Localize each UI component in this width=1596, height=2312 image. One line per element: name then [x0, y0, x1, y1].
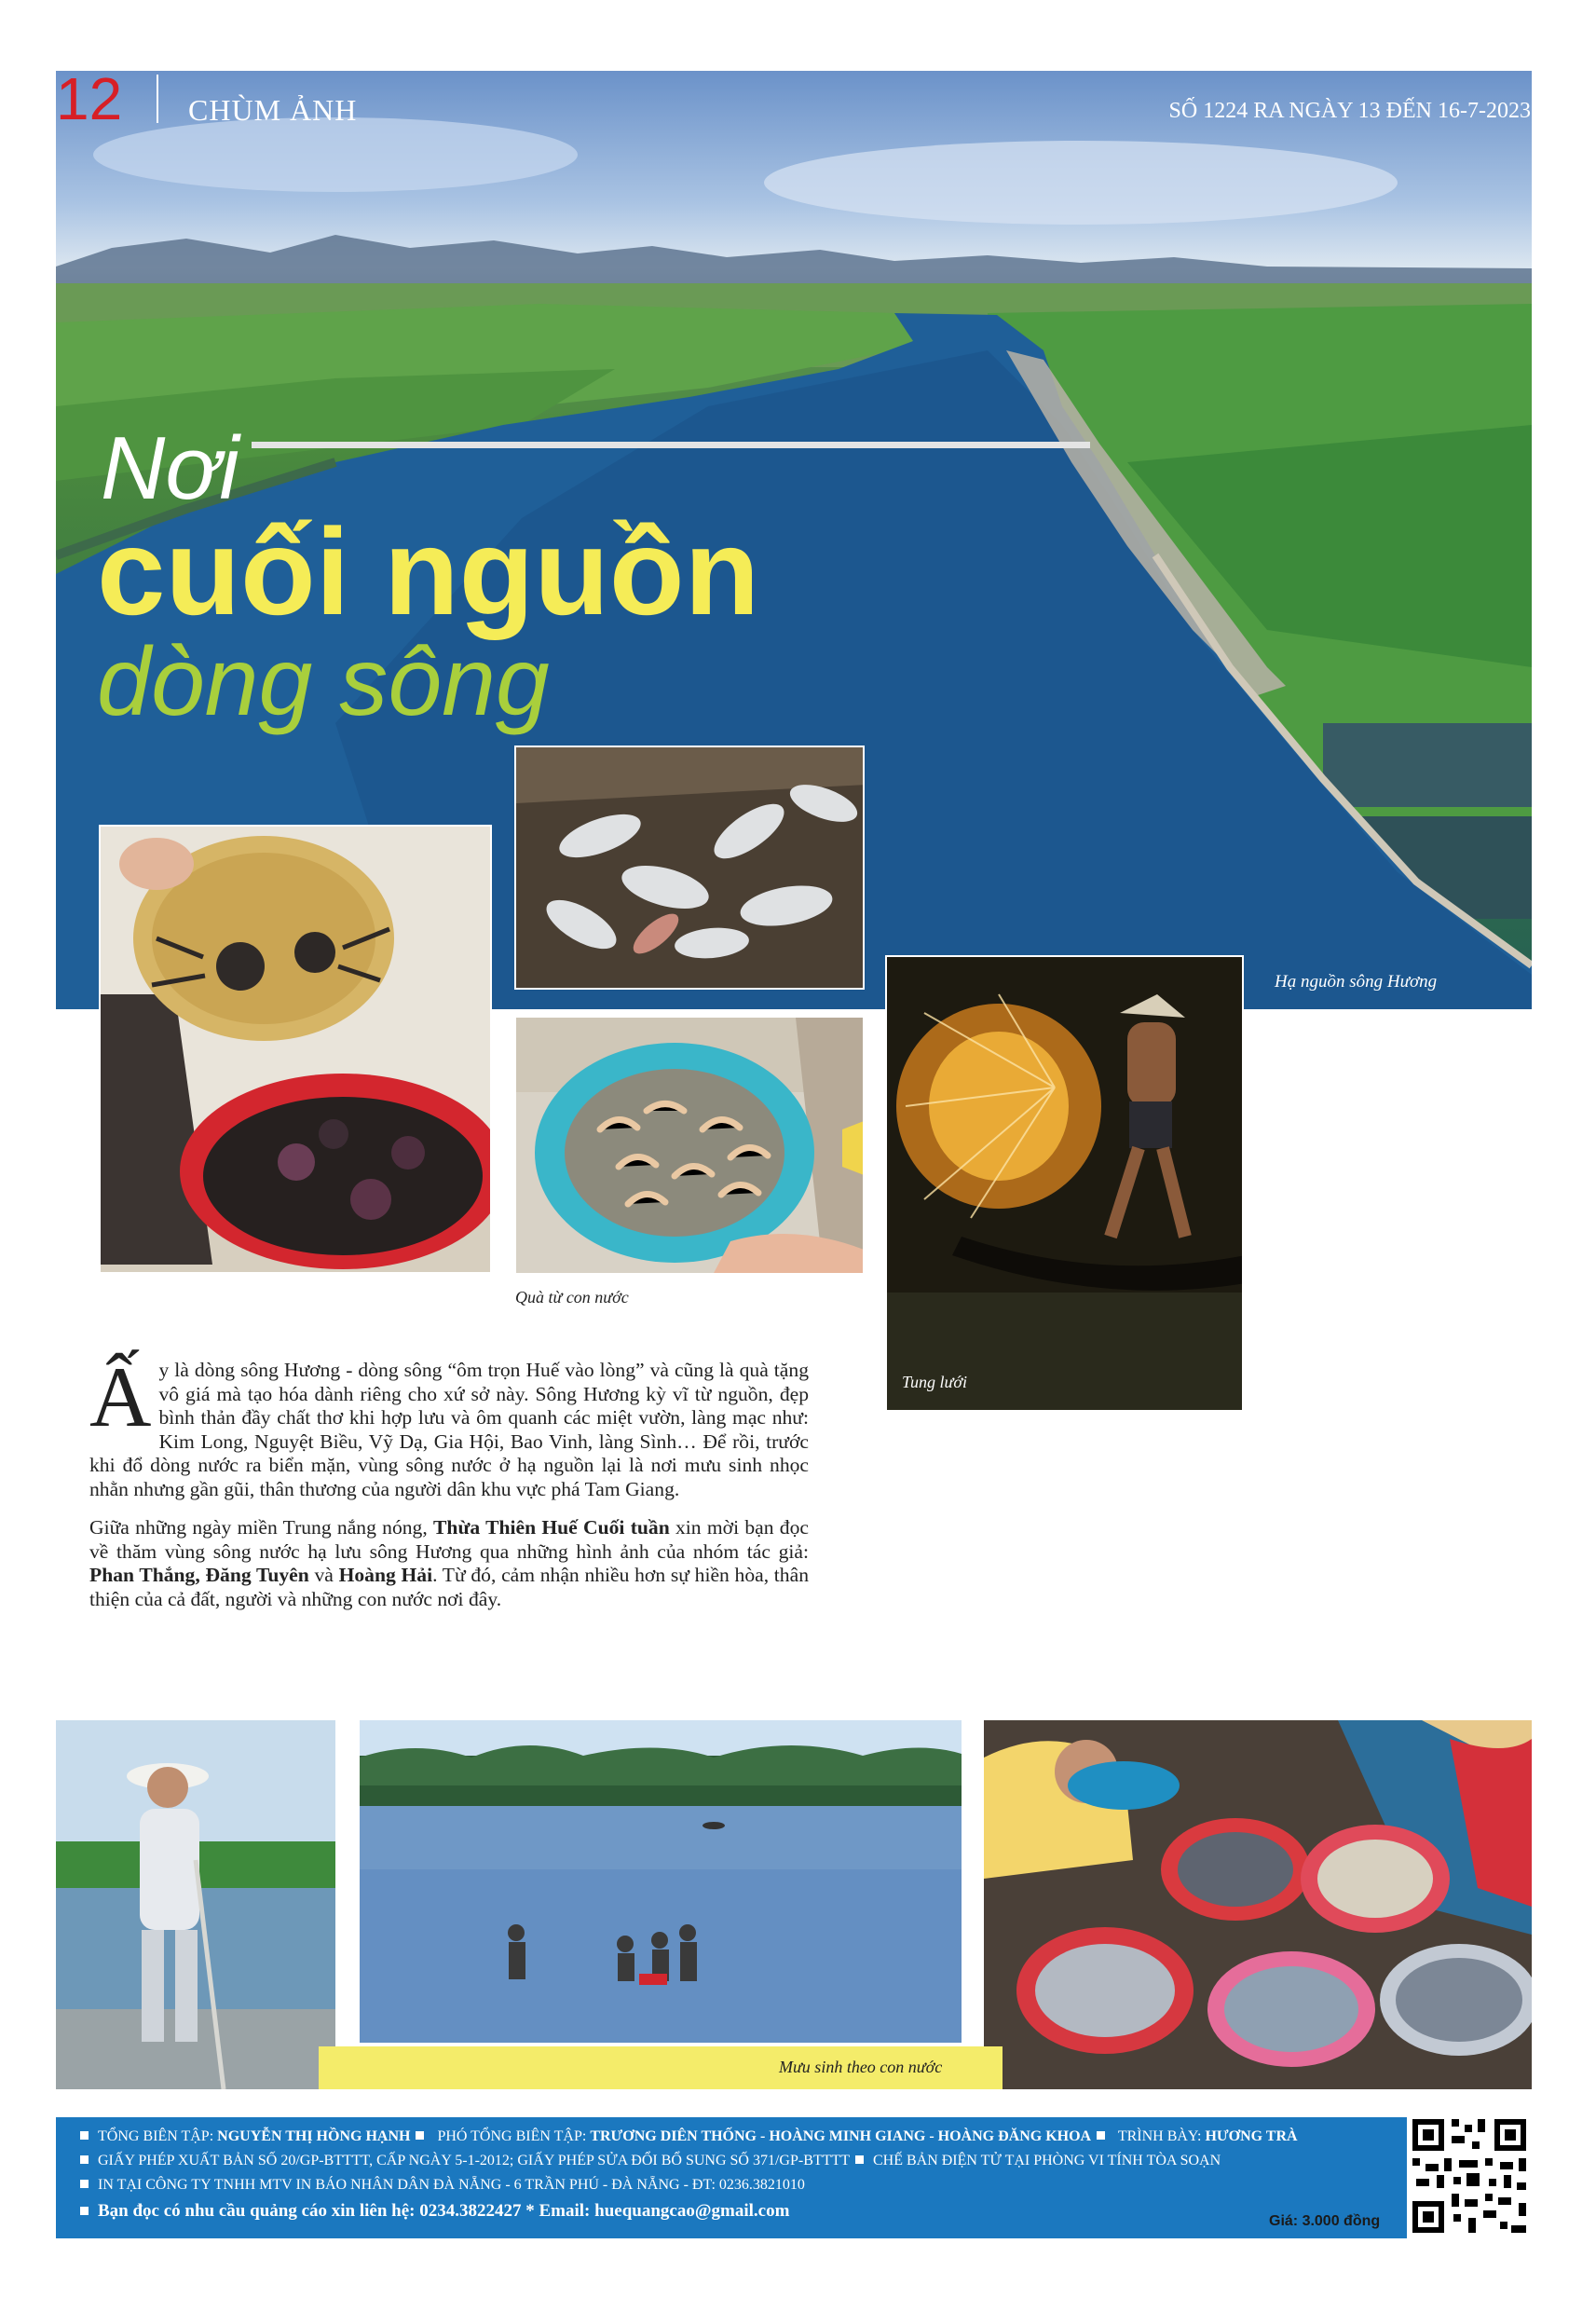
p2-text-e: và [308, 1564, 339, 1586]
deputy-editors: TRƯƠNG DIÊN THỐNG - HOÀNG MINH GIANG - HOÀNG ĐĂNG KHOA [590, 2128, 1092, 2144]
bullet-square-icon [80, 2180, 89, 2188]
photo-shrimp [514, 1016, 865, 1275]
bullet-square-icon [416, 2131, 424, 2140]
authors-1: Phan Thắng, Đăng Tuyên [89, 1564, 309, 1586]
authors-2: Hoàng Hải [338, 1564, 433, 1586]
caption-net: Tung lưới [902, 1373, 967, 1391]
caption-catch: Quà từ con nước [515, 1288, 629, 1306]
editor-in-chief: NGUYỄN THỊ HỒNG HẠNH [217, 2128, 411, 2144]
license-text: GIẤY PHÉP XUẤT BẢN SỐ 20/GP-BTTTT, CẤP NGÀY 5-1-2012; GIẤY PHÉP SỬA ĐỔI BỔ SUNG SỐ 371/GP-BTTTT [98, 2153, 850, 2168]
page-number: 12 [56, 65, 123, 132]
section-name: CHÙM ẢNH [188, 93, 358, 127]
photo-crabs [99, 825, 492, 1274]
label-editor-in-chief: TỔNG BIÊN TẬP: [98, 2128, 218, 2144]
publication-name: Thừa Thiên Huế Cuối tuần [433, 1516, 670, 1539]
price: Giá: 3.000 đồng [1269, 2213, 1381, 2229]
p2-text-c: xin mời bạn đọc về thăm vùng sông nước hạ lưu sông Hương qua những hình ảnh của nhóm tác giả: [89, 1516, 809, 1563]
footer-line-printer [80, 2177, 805, 2194]
p2-text-a: Giữa những ngày miền Trung nắng nóng, [89, 1516, 434, 1539]
bullet-square-icon [1097, 2131, 1105, 2140]
caption-hero: Hạ nguồn sông Hương [1275, 972, 1438, 992]
footer-line-ads [80, 2201, 789, 2222]
title-line-3: dòng sông [97, 628, 550, 736]
footer-line-editors [80, 2128, 1298, 2145]
photo-fish [514, 746, 865, 990]
layout-designer: HƯƠNG TRÀ [1205, 2128, 1298, 2144]
article-paragraph-1-text: y là dòng sông Hương - dòng sông “ôm trọn Huế vào lòng” và cũng là quà tặng vô giá mà tạo hóa dành riêng cho xứ sở này. Sông Hương kỳ vĩ từ nguồn, đẹp bình thản đầy chất thơ khi hợp lưu và ôm quanh các miệt vườn, làng mạc như: Kim Long, Nguyệt Biều, Vỹ Dạ, Gia Hội, Bao Vinh, làng Sình… Để rồi, trước khi đổ dòng nước ra biển mặn, vùng sông nước ở hạ nguồn lại là nơi mưu sinh nhọc nhằn nhưng gần gũi, thân thương của người dân khu vực phá Tam Giang. [89, 1359, 809, 1500]
bullet-square-icon [80, 2131, 89, 2140]
photo-net-throwing [885, 955, 1244, 1412]
title-line-1: Nơi [101, 418, 239, 518]
article-paragraph-1 [89, 1349, 809, 1501]
photo-man-with-pole [56, 1720, 335, 2089]
title-line-2: cuối nguồn [97, 503, 760, 640]
drop-cap: Ấ [89, 1349, 152, 1444]
article-body [89, 1349, 809, 1626]
label-layout: TRÌNH BÀY: [1114, 2128, 1206, 2144]
footer-line-license [80, 2153, 1221, 2169]
prepress-text: CHẾ BẢN ĐIỆN TỬ TẠI PHÒNG VI TÍNH TÒA SOẠN [872, 2153, 1221, 2168]
ads-contact: Bạn đọc có nhu cầu quảng cáo xin liên hệ: 0234.3822427 * Email: huequangcao@gmail.com [98, 2201, 790, 2221]
header-separator [157, 75, 158, 123]
qr-code-icon [1407, 2114, 1532, 2238]
printer-text: IN TẠI CÔNG TY TNHH MTV IN BÁO NHÂN DÂN ĐÀ NẴNG - 6 TRẦN PHÚ - ĐÀ NẴNG - ĐT: 0236.3821010 [98, 2177, 805, 2193]
article-paragraph-2 [89, 1516, 809, 1611]
photo-fish-market [984, 1720, 1532, 2089]
bullet-square-icon [80, 2207, 89, 2215]
label-deputy-editors: PHÓ TỔNG BIÊN TẬP: [433, 2128, 591, 2144]
bullet-square-icon [80, 2155, 89, 2164]
caption-livelihood: Mưu sinh theo con nước [779, 2058, 943, 2076]
issue-info: SỐ 1224 RA NGÀY 13 ĐẾN 16-7-2023 [1168, 99, 1531, 123]
p2-text-g: . Từ đó, cảm nhận nhiều hơn sự hiền hòa, thân thiện của cả đất, người và những con nước nơi đây. [89, 1564, 809, 1610]
photo-people-in-water [360, 1720, 962, 2043]
bullet-square-icon [855, 2155, 864, 2164]
